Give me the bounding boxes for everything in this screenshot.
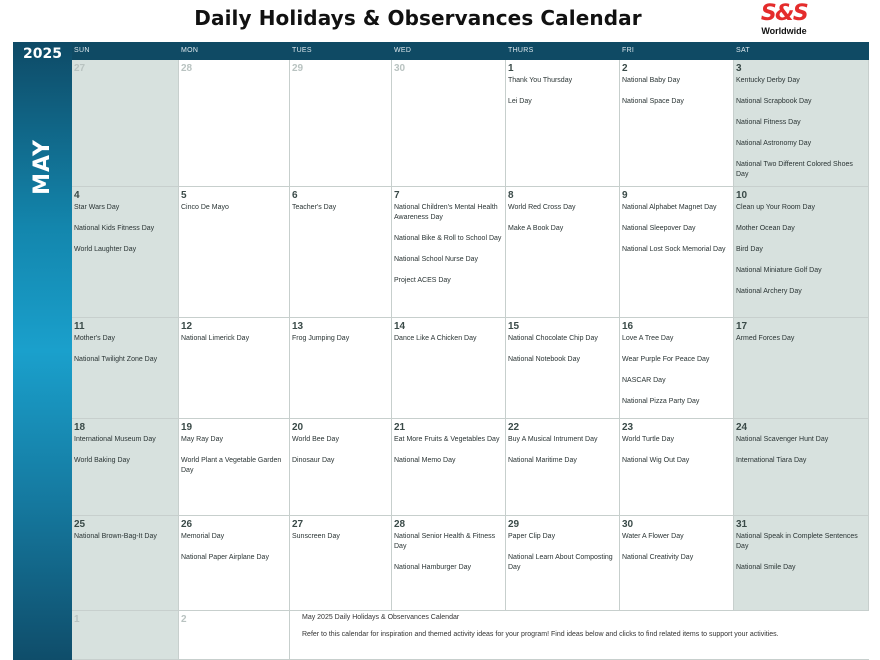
dow-sat: SAT (736, 47, 750, 54)
day-number: 2 (622, 63, 628, 74)
day-number: 17 (736, 321, 748, 332)
day-cell[interactable] (72, 60, 179, 187)
day-number: 4 (74, 190, 80, 201)
day-number: 23 (622, 422, 634, 433)
day-cell[interactable] (620, 187, 734, 318)
event-item[interactable]: National Sleepover Day (622, 225, 696, 232)
event-item[interactable]: NASCAR Day (622, 377, 666, 384)
day-number: 28 (181, 63, 193, 74)
event-item[interactable]: National Space Day (622, 98, 684, 105)
day-number: 21 (394, 422, 406, 433)
event-item[interactable]: Thank You Thursday (508, 77, 573, 84)
day-number: 12 (181, 321, 193, 332)
note-body: Refer to this calendar for inspiration and themed activity ideas for your program! Find ideas below and clicks to find related items to support your activities. (302, 631, 779, 638)
day-number: 26 (181, 519, 193, 530)
day-cell[interactable] (620, 419, 734, 516)
event-item[interactable]: Bird Day (736, 246, 763, 253)
event-item[interactable]: National Astronomy Day (736, 140, 812, 147)
event-item[interactable]: Buy A Musical Intrument Day (508, 436, 598, 443)
year-label: 2025 (23, 46, 62, 62)
event-item[interactable]: Love A Tree Day (622, 335, 674, 342)
days-of-week-header (72, 42, 869, 60)
event-item[interactable]: National Senior Health & Fitness Day (394, 533, 496, 550)
day-number: 3 (736, 63, 742, 74)
event-item[interactable]: Mother Ocean Day (736, 225, 795, 232)
event-item[interactable]: National Creativity Day (622, 554, 694, 561)
day-cell[interactable] (620, 60, 734, 187)
logo-subtitle: Worldwide (761, 26, 807, 36)
dow-sun: SUN (74, 47, 90, 54)
event-item[interactable]: Lei Day (508, 98, 532, 105)
day-number: 29 (508, 519, 520, 530)
event-item[interactable]: National Limerick Day (181, 335, 250, 342)
day-cell[interactable] (72, 419, 179, 516)
day-number: 30 (394, 63, 406, 74)
day-cell[interactable] (392, 516, 506, 611)
event-item[interactable]: World Bee Day (292, 436, 339, 443)
day-cell[interactable] (734, 516, 869, 611)
day-number: 29 (292, 63, 304, 74)
day-number: 10 (736, 190, 748, 201)
month-sidebar (13, 42, 72, 660)
event-item[interactable]: Memorial Day (181, 533, 225, 540)
day-number: 18 (74, 422, 86, 433)
day-cell[interactable] (392, 60, 506, 187)
event-item[interactable]: Kentucky Derby Day (736, 77, 800, 84)
event-item[interactable]: National Children's Mental Health Awareness Day (394, 204, 498, 221)
event-item[interactable]: International Tiara Day (736, 457, 807, 464)
event-item[interactable]: National Fitness Day (736, 119, 801, 126)
event-item[interactable]: Water A Flower Day (622, 533, 684, 540)
event-item[interactable]: May Ray Day (181, 436, 224, 443)
day-number: 14 (394, 321, 406, 332)
day-number: 7 (394, 190, 400, 201)
event-item[interactable]: National Maritime Day (508, 457, 577, 464)
event-item[interactable]: World Red Cross Day (508, 204, 576, 211)
calendar-note (290, 611, 869, 660)
day-number: 31 (736, 519, 748, 530)
day-cell[interactable] (72, 187, 179, 318)
day-number: 13 (292, 321, 304, 332)
event-item[interactable]: National Two Different Colored Shoes Day (736, 161, 853, 178)
day-number: 20 (292, 422, 304, 433)
dow-mon: MON (181, 47, 199, 54)
event-item[interactable]: National Scrapbook Day (736, 98, 812, 105)
dow-tues: TUES (292, 47, 312, 54)
day-cell[interactable] (290, 419, 392, 516)
day-cell[interactable] (72, 318, 179, 419)
day-number: 1 (74, 614, 80, 625)
day-cell[interactable] (734, 419, 869, 516)
day-cell[interactable] (734, 318, 869, 419)
event-item[interactable]: World Plant a Vegetable Garden Day (181, 457, 282, 474)
note-title: May 2025 Daily Holidays & Observances Calendar (302, 614, 460, 621)
event-item[interactable]: National Miniature Golf Day (736, 267, 822, 274)
event-item[interactable]: National Memo Day (394, 457, 456, 464)
event-item[interactable]: National School Nurse Day (394, 256, 479, 263)
day-cell[interactable] (506, 187, 620, 318)
day-number: 6 (292, 190, 298, 201)
day-cell[interactable] (290, 187, 392, 318)
event-item[interactable]: National Brown-Bag-It Day (74, 533, 157, 540)
day-number: 25 (74, 519, 86, 530)
day-cell[interactable] (72, 611, 179, 660)
event-item[interactable]: Armed Forces Day (736, 335, 795, 342)
day-number: 16 (622, 321, 634, 332)
day-cell[interactable] (506, 318, 620, 419)
event-item[interactable]: National Hamburger Day (394, 564, 472, 571)
event-item[interactable]: Star Wars Day (74, 204, 120, 211)
ss-worldwide-logo[interactable] (752, 2, 816, 38)
day-cell[interactable] (392, 187, 506, 318)
day-cell[interactable] (72, 516, 179, 611)
calendar-title: Daily Holidays & Observances Calendar (194, 6, 642, 30)
month-label: MAY (30, 139, 55, 195)
event-item[interactable]: Dinosaur Day (292, 457, 335, 464)
event-item[interactable]: National Speak in Complete Sentences Day (736, 533, 858, 550)
event-item[interactable]: Sunscreen Day (292, 533, 340, 540)
event-item[interactable]: Wear Purple For Peace Day (622, 356, 710, 363)
event-item[interactable]: National Notebook Day (508, 356, 580, 363)
day-number: 28 (394, 519, 406, 530)
day-number: 9 (622, 190, 628, 201)
event-item[interactable]: Dance Like A Chicken Day (394, 335, 477, 342)
day-cell[interactable] (179, 611, 290, 660)
event-item[interactable]: World Turtle Day (622, 436, 674, 443)
event-item[interactable]: National Learn About Composting Day (508, 554, 613, 571)
day-cell[interactable] (506, 419, 620, 516)
event-item[interactable]: National Baby Day (622, 77, 680, 84)
day-cell[interactable] (734, 60, 869, 187)
event-item[interactable]: Teacher's Day (292, 204, 337, 211)
event-item[interactable]: World Laughter Day (74, 246, 137, 253)
day-number: 27 (292, 519, 304, 530)
event-item[interactable]: National Bike & Roll to School Day (394, 235, 502, 242)
dow-thurs: THURS (508, 47, 534, 54)
event-item[interactable]: National Kids Fitness Day (74, 225, 155, 232)
day-cell[interactable] (290, 318, 392, 419)
event-item[interactable]: Frog Jumping Day (292, 335, 350, 342)
day-cell[interactable] (506, 60, 620, 187)
day-number: 1 (508, 63, 514, 74)
logo-mark: S&S (760, 1, 808, 26)
event-item[interactable]: National Twilight Zone Day (74, 356, 158, 363)
event-item[interactable]: Eat More Fruits & Vegetables Day (394, 436, 500, 443)
event-item[interactable]: Project ACES Day (394, 277, 451, 284)
day-number: 24 (736, 422, 748, 433)
day-cell[interactable] (620, 318, 734, 419)
dow-fri: FRI (622, 47, 635, 54)
day-number: 8 (508, 190, 514, 201)
day-cell[interactable] (620, 516, 734, 611)
event-item[interactable]: National Alphabet Magnet Day (622, 204, 717, 211)
calendar-grid (72, 60, 869, 660)
day-number: 2 (181, 614, 187, 625)
event-item[interactable]: National Pizza Party Day (622, 398, 700, 405)
day-cell[interactable] (179, 187, 290, 318)
event-item[interactable]: Clean up Your Room Day (736, 204, 815, 211)
event-item[interactable]: Make A Book Day (508, 225, 564, 232)
event-item[interactable]: National Scavenger Hunt Day (736, 436, 829, 443)
event-item[interactable]: National Archery Day (736, 288, 802, 295)
day-cell[interactable] (179, 60, 290, 187)
event-item[interactable]: National Paper Airplane Day (181, 554, 269, 561)
day-cell[interactable] (290, 60, 392, 187)
dow-wed: WED (394, 47, 412, 54)
day-cell[interactable] (392, 419, 506, 516)
day-number: 19 (181, 422, 193, 433)
day-cell[interactable] (506, 516, 620, 611)
event-item[interactable]: National Lost Sock Memorial Day (622, 246, 726, 253)
day-number: 5 (181, 190, 187, 201)
event-item[interactable]: International Museum Day (74, 436, 156, 443)
event-item[interactable]: World Baking Day (74, 457, 130, 464)
day-cell[interactable] (734, 187, 869, 318)
event-item[interactable]: National Smile Day (736, 564, 796, 571)
day-number: 22 (508, 422, 520, 433)
day-number: 15 (508, 321, 520, 332)
day-number: 30 (622, 519, 634, 530)
day-number: 27 (74, 63, 86, 74)
event-item[interactable]: Cinco De Mayo (181, 204, 229, 211)
event-item[interactable]: National Wig Out Day (622, 457, 690, 464)
event-item[interactable]: National Chocolate Chip Day (508, 335, 598, 342)
event-item[interactable]: Mother's Day (74, 335, 116, 342)
day-number: 11 (74, 321, 85, 332)
day-cell[interactable] (179, 419, 290, 516)
event-item[interactable]: Paper Clip Day (508, 533, 556, 540)
day-cell[interactable] (179, 318, 290, 419)
day-cell[interactable] (290, 516, 392, 611)
day-cell[interactable] (392, 318, 506, 419)
day-cell[interactable] (179, 516, 290, 611)
